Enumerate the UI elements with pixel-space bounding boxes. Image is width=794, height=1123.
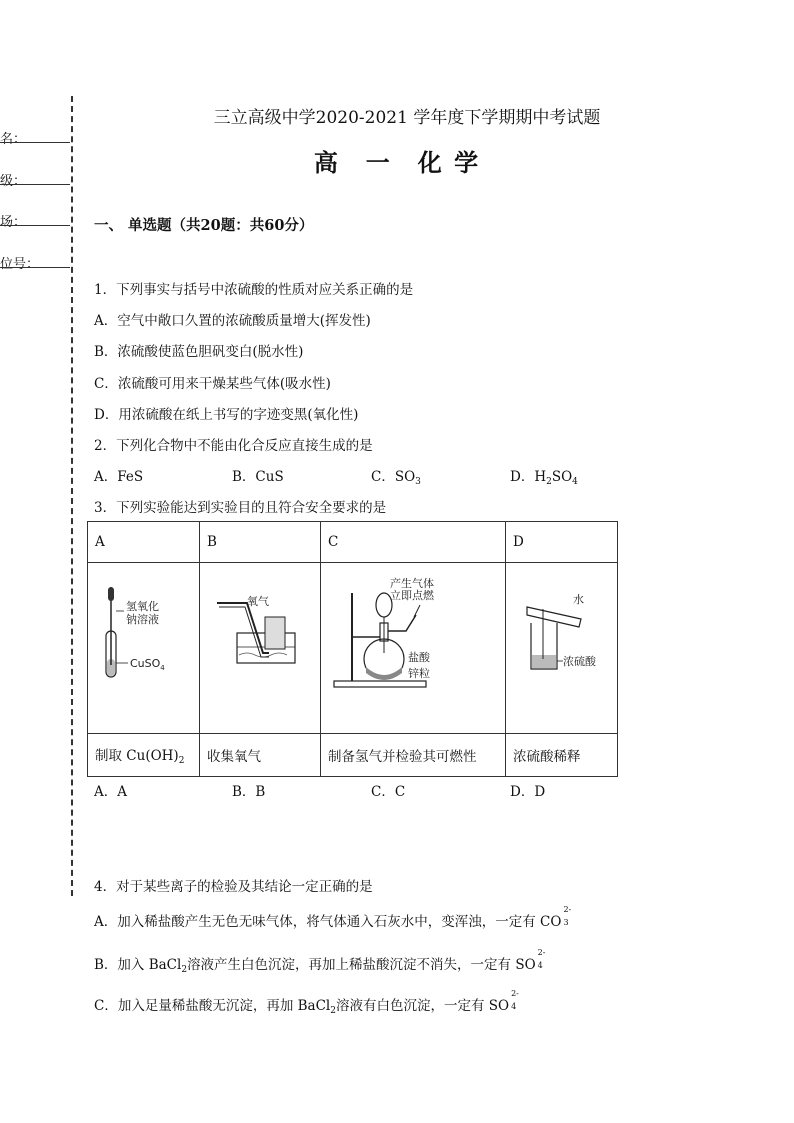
room-field-line[interactable]	[0, 225, 70, 226]
table-header-c: C	[321, 522, 506, 563]
acid-dilution-illustration	[513, 563, 610, 729]
hydrogen-generation-illustration	[328, 563, 498, 729]
q2-stem: 2．下列化合物中不能由化合反应直接生成的是	[94, 438, 373, 454]
seat-label: 位号：	[0, 257, 40, 272]
room-label: 场：	[0, 215, 27, 230]
zinc-label: 锌粒	[408, 667, 430, 680]
apparatus-b	[200, 563, 321, 734]
q2-option-b: B．CuS	[232, 469, 284, 485]
gas-ignite-label-1: 产生气体	[390, 577, 434, 590]
apparatus-c	[321, 563, 506, 734]
name-label: 名：	[0, 132, 27, 147]
q1-option-b: B．浓硫酸使蓝色胆矾变白(脱水性)	[94, 344, 304, 360]
apparatus-a	[88, 563, 200, 734]
q4-option-b: B．加入 BaCl$_2$溶液产生白色沉淀，再加上稀盐酸沉淀不消失，一定有 SO 2- 4	[94, 948, 546, 975]
binding-dashed-line	[71, 96, 73, 896]
cuso4-label: CuSO$_4$	[130, 657, 165, 672]
gas-ignite-label-2: 立即点燃	[390, 589, 434, 602]
table-header-b: B	[200, 522, 321, 563]
q1-option-c: C．浓硫酸可用来干燥某些气体(吸水性)	[94, 376, 331, 392]
hcl-label: 盐酸	[408, 651, 430, 664]
class-field-line[interactable]	[0, 184, 70, 185]
table-header-a: A	[88, 522, 200, 563]
q1-option-d: D．用浓硫酸在纸上书写的字迹变黑(氧化性)	[94, 407, 359, 423]
q4-option-a: A．加入稀盐酸产生无色无味气体，将气体通入石灰水中，变浑浊，一定有 CO 2- 3	[94, 905, 572, 930]
water-label: 水	[573, 593, 584, 606]
caption-c: 制备氢气并检验其可燃性	[321, 734, 506, 777]
seat-field-line[interactable]	[0, 267, 70, 268]
q2-option-d: D．$H_2SO_4$	[510, 469, 578, 487]
q1-stem: 1．下列事实与括号中浓硫酸的性质对应关系正确的是	[94, 282, 414, 298]
q3-experiment-table	[87, 521, 618, 777]
caption-b: 收集氧气	[200, 734, 321, 777]
naoh-label-1: 氢氧化	[126, 600, 159, 613]
q3-option-a: A．A	[94, 784, 127, 800]
caption-d: 浓硫酸稀释	[506, 734, 618, 777]
q3-option-b: B．B	[232, 784, 266, 800]
q2-option-a: A．FeS	[94, 469, 144, 485]
dropper-test-tube-illustration	[95, 563, 192, 729]
q4-option-c: C．加入足量稀盐酸无沉淀，再加 BaCl$_2$溶液有白色沉淀，一定有 SO 2- 4	[94, 989, 519, 1016]
apparatus-d	[506, 563, 618, 734]
table-header-d: D	[506, 522, 618, 563]
q4-stem: 4．对于某些离子的检验及其结论一定正确的是	[94, 879, 373, 895]
class-label: 级：	[0, 174, 27, 189]
gas-collection-illustration	[207, 563, 313, 729]
q3-option-c: C．C	[371, 784, 406, 800]
caption-a: 制取 $Cu(OH)_2$	[88, 734, 200, 777]
q3-option-d: D．D	[510, 784, 546, 800]
q3-stem: 3．下列实验能达到实验目的且符合安全要求的是	[94, 500, 387, 516]
acid-label: 浓硫酸	[563, 655, 596, 668]
exam-title: 三立高级中学2020-2021 学年度下学期期中考试题	[213, 108, 601, 128]
oxygen-label: 氧气	[247, 595, 269, 608]
naoh-label-2: 钠溶液	[126, 613, 159, 626]
q1-option-a: A．空气中敞口久置的浓硫酸质量增大(挥发性)	[94, 313, 371, 329]
exam-subject: 高 一 化 学	[313, 148, 481, 177]
q2-option-c: C．$SO_3$	[371, 469, 421, 487]
section-heading: 一、 单选题（共20题：共60分）	[94, 217, 314, 234]
